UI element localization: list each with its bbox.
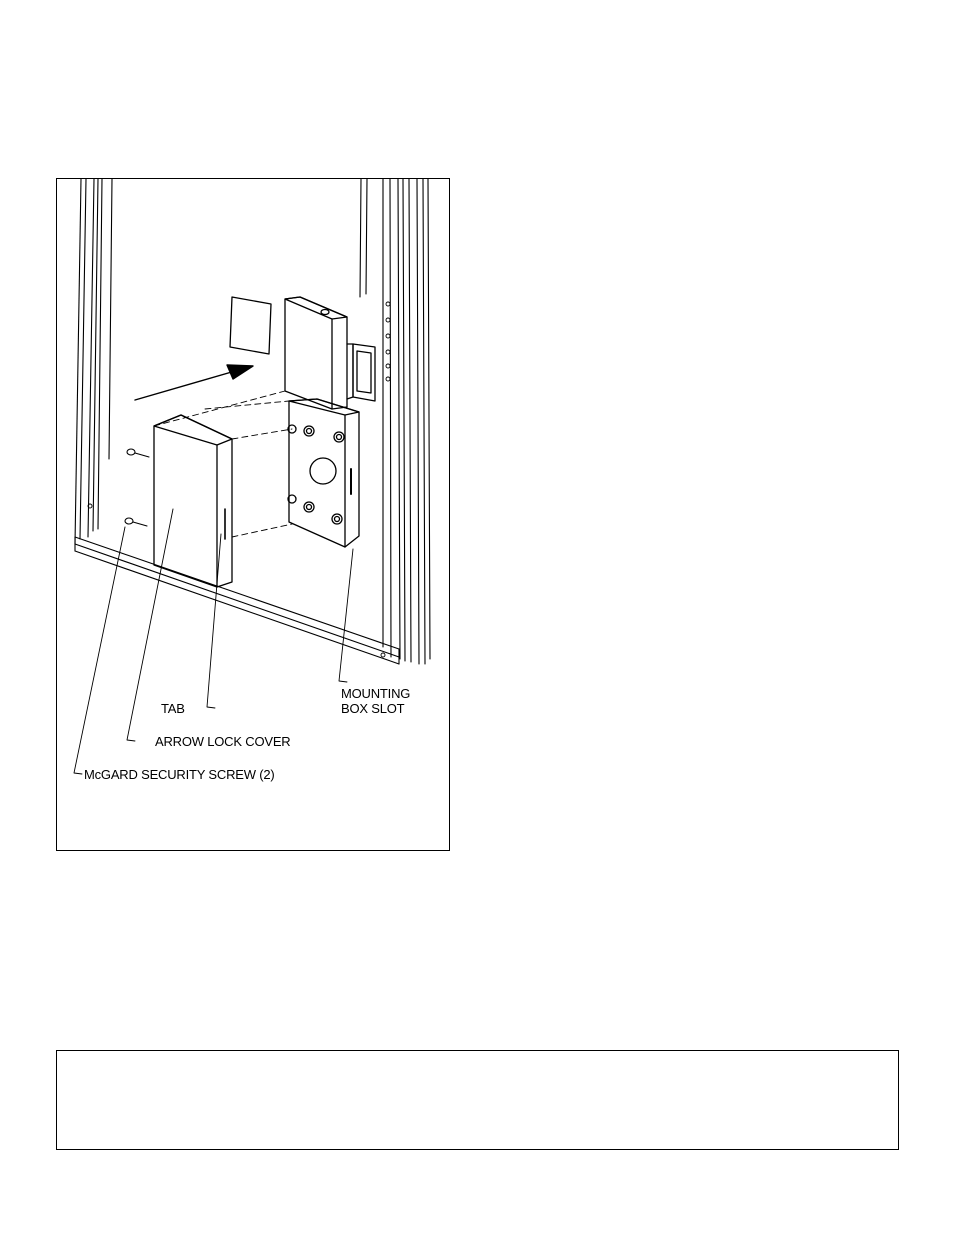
direction-arrow	[135, 365, 253, 400]
note-box	[56, 1050, 899, 1150]
tab-callout: TAB	[161, 701, 185, 716]
security-screws	[125, 449, 149, 526]
mounting-box-slot-callout-line1: MOUNTING	[341, 686, 411, 701]
security-screw-callout: McGARD SECURITY SCREW (2)	[84, 767, 275, 782]
mounting-box	[288, 399, 359, 547]
mounting-box-slot-callout-line2: BOX SLOT	[341, 701, 405, 716]
right-frame-rail	[360, 179, 430, 664]
alignment-lines	[154, 391, 292, 537]
cover-plate	[230, 297, 271, 354]
arrow-lock-cover-callout: ARROW LOCK COVER	[155, 734, 291, 749]
left-frame-rail	[75, 179, 112, 544]
arrow-lock-cover-part	[154, 415, 232, 587]
bottom-cross-member	[75, 537, 399, 664]
installation-figure	[56, 178, 450, 851]
lock-body	[285, 297, 375, 409]
arrow-lock-cover-diagram	[57, 179, 451, 852]
